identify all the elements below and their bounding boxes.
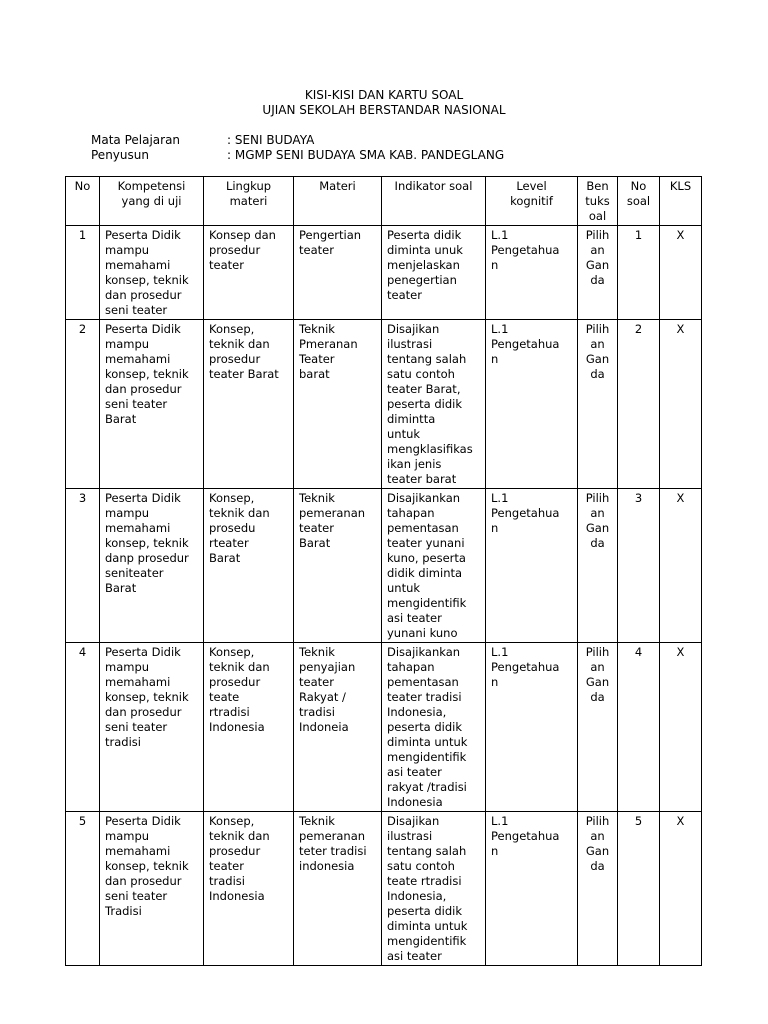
header-indikator: Indikator soal — [382, 177, 486, 226]
header-bentuk: Ben tuks oal — [578, 177, 618, 226]
meta-subject-label: Mata Pelajaran — [91, 133, 181, 147]
cell-kls: X — [660, 812, 702, 966]
cell-lingkup: Konsep, teknik dan prosedur teater Barat — [204, 320, 294, 489]
cell-bentuk: Pilih an Gan da — [578, 812, 618, 966]
cell-indikator: Disajikan ilustrasi tentang salah satu contoh teate rtradisi Indonesia, peserta didik diminta untuk mengidentifik asi teater — [382, 812, 486, 966]
cell-level: L.1 Pengetahua n — [486, 320, 578, 489]
cell-materi: Teknik penyajian teater Rakyat / tradisi Indoneia — [294, 643, 382, 812]
cell-kompetensi: Peserta Didik mampu memahami konsep, teknik dan prosedur seni teater — [100, 226, 204, 320]
cell-kls: X — [660, 320, 702, 489]
cell-bentuk: Pilih an Gan da — [578, 226, 618, 320]
meta-author-value: : MGMP SENI BUDAYA SMA KAB. PANDEGLANG — [227, 148, 505, 162]
cell-bentuk: Pilih an Gan da — [578, 489, 618, 643]
meta-author-label: Penyusun — [91, 148, 149, 162]
cell-indikator: Disajikankan tahapan pementasan teater tradisi Indonesia, peserta didik diminta untuk mengidentifik asi teater rakyat /tradisi Indonesia — [382, 643, 486, 812]
cell-lingkup: Konsep, teknik dan prosedur teate rtradisi Indonesia — [204, 643, 294, 812]
cell-no: 5 — [66, 812, 100, 966]
cell-level: L.1 Pengetahua n — [486, 226, 578, 320]
cell-no: 2 — [66, 320, 100, 489]
cell-lingkup: Konsep, teknik dan prosedu rteater Barat — [204, 489, 294, 643]
table-row — [66, 226, 702, 320]
cell-level: L.1 Pengetahua n — [486, 643, 578, 812]
cell-level: L.1 Pengetahua n — [486, 489, 578, 643]
cell-no: 1 — [66, 226, 100, 320]
cell-no-soal: 5 — [618, 812, 660, 966]
header-no: No — [66, 177, 100, 226]
table-row — [66, 489, 702, 643]
cell-kls: X — [660, 226, 702, 320]
document-title: KISI-KISI DAN KARTU SOAL — [304, 88, 464, 102]
cell-bentuk: Pilih an Gan da — [578, 643, 618, 812]
table-row — [66, 320, 702, 489]
header-kompetensi: Kompetensi yang di uji — [100, 177, 204, 226]
document-subtitle: UJIAN SEKOLAH BERSTANDAR NASIONAL — [262, 103, 506, 117]
cell-no: 3 — [66, 489, 100, 643]
cell-materi: Pengertian teater — [294, 226, 382, 320]
header-no-soal: No soal — [618, 177, 660, 226]
table-header-row — [66, 177, 702, 226]
cell-no-soal: 2 — [618, 320, 660, 489]
header-materi: Materi — [294, 177, 382, 226]
cell-indikator: Peserta didik diminta unuk menjelaskan penegertian teater — [382, 226, 486, 320]
cell-indikator: Disajikankan tahapan pementasan teater yunani kuno, peserta didik diminta untuk mengidentifik asi teater yunani kuno — [382, 489, 486, 643]
cell-bentuk: Pilih an Gan da — [578, 320, 618, 489]
cell-kls: X — [660, 643, 702, 812]
meta-subject-value: : SENI BUDAYA — [227, 133, 315, 147]
table-row — [66, 643, 702, 812]
table-row — [66, 812, 702, 966]
cell-level: L.1 Pengetahua n — [486, 812, 578, 966]
header-lingkup: Lingkup materi — [204, 177, 294, 226]
cell-materi: Teknik pemeranan teater Barat — [294, 489, 382, 643]
cell-materi: Teknik Pmeranan Teater barat — [294, 320, 382, 489]
meta-author — [91, 148, 504, 163]
kisi-kisi-table — [65, 176, 702, 966]
header-kls: KLS — [660, 177, 702, 226]
cell-no-soal: 3 — [618, 489, 660, 643]
header-level: Level kognitif — [486, 177, 578, 226]
cell-lingkup: Konsep dan prosedur teater — [204, 226, 294, 320]
cell-no: 4 — [66, 643, 100, 812]
cell-materi: Teknik pemeranan teter tradisi indonesia — [294, 812, 382, 966]
cell-lingkup: Konsep, teknik dan prosedur teater tradisi Indonesia — [204, 812, 294, 966]
cell-kls: X — [660, 489, 702, 643]
cell-kompetensi: Peserta Didik mampu memahami konsep, teknik danp prosedur seniteater Barat — [100, 489, 204, 643]
cell-no-soal: 4 — [618, 643, 660, 812]
cell-kompetensi: Peserta Didik mampu memahami konsep, teknik dan prosedur seni teater Tradisi — [100, 812, 204, 966]
cell-kompetensi: Peserta Didik mampu memahami konsep, teknik dan prosedur seni teater tradisi — [100, 643, 204, 812]
cell-indikator: Disajikan ilustrasi tentang salah satu contoh teater Barat, peserta didik dimintta untuk mengklasifikas ikan jenis teater barat — [382, 320, 486, 489]
cell-kompetensi: Peserta Didik mampu memahami konsep, teknik dan prosedur seni teater Barat — [100, 320, 204, 489]
meta-subject — [91, 133, 314, 148]
cell-no-soal: 1 — [618, 226, 660, 320]
